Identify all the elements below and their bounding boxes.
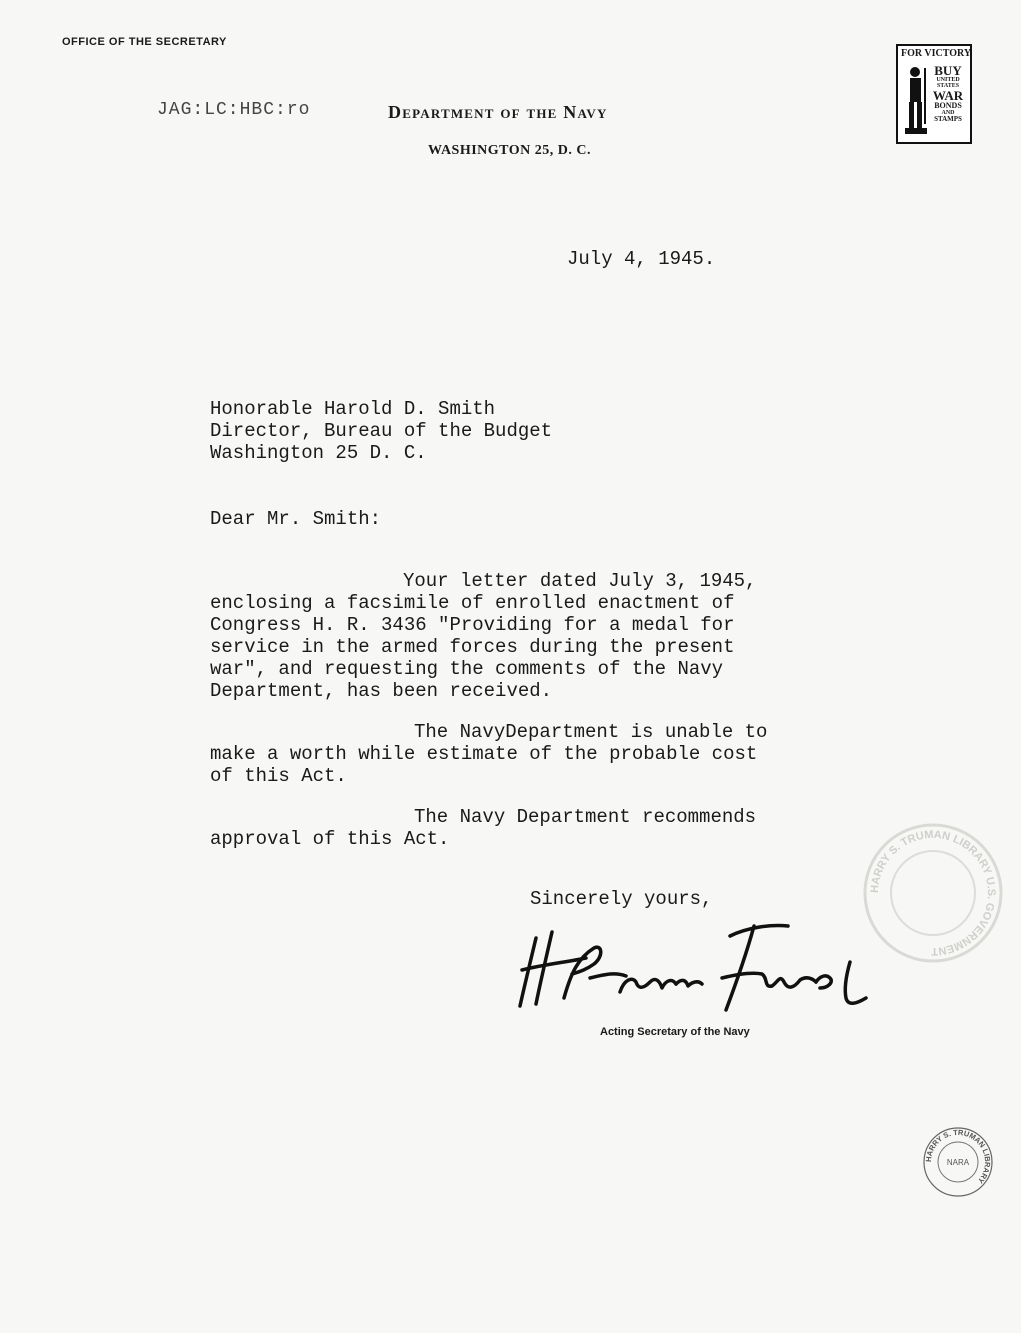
stamp-stamps: STAMPS [934,115,962,123]
nara-seal [922,1126,994,1198]
faint-seal-ring: HARRY S. TRUMAN LIBRARY U.S. GOVERNMENT [868,828,998,958]
stamp-united: UNITED [936,77,960,83]
nara-seal-ring: HARRY S. TRUMAN LIBRARY [923,1127,993,1186]
stamp-top-text: FOR VICTORY [901,48,972,59]
salutation: Dear Mr. Smith: [210,508,382,530]
body-line: The NavyDepartment is unable to [414,721,768,743]
minuteman-icon [900,62,932,142]
war-bonds-stamp [896,44,972,144]
stamp-states: STATES [936,83,960,89]
stamp-bonds: BONDS [934,101,962,110]
department-name: Department of the Navy [388,102,608,122]
body-line: Department, has been received. [210,680,553,702]
stamp-war: WAR [932,88,964,103]
signature-title: Acting Secretary of the Navy [600,1026,750,1038]
letter-date: July 4, 1945. [567,248,716,270]
svg-text:HARRY S. TRUMAN LIBRARY U.S. G [869,829,997,957]
body-line: approval of this Act. [210,828,450,850]
body-line: service in the armed forces during the present [210,636,735,658]
body-line: of this Act. [210,765,347,787]
reference-code: JAG:LC:HBC:ro [157,100,311,120]
address-line: Director, Bureau of the Budget [210,420,553,442]
department-location: WASHINGTON 25, D. C. [428,143,591,158]
body-line: Your letter dated July 3, 1945, [403,570,757,592]
body-line: enclosing a facsimile of enrolled enactment of [210,592,735,614]
closing: Sincerely yours, [530,888,713,910]
address-line: Washington 25 D. C. [210,442,427,464]
office-label: OFFICE OF THE SECRETARY [62,36,227,48]
body-line: Congress H. R. 3436 "Providing for a medal for [210,614,735,636]
faint-seal [858,818,1008,968]
body-line: The Navy Department recommends [414,806,757,828]
body-line: make a worth while estimate of the probable cost [210,743,758,765]
body-line: war", and requesting the comments of the Navy [210,658,724,680]
handwritten-signature [516,918,876,1028]
stamp-and: AND [941,110,955,116]
svg-text:HARRY S. TRUMAN LIBRARY [924,1128,992,1185]
stamp-buy: BUY [934,63,962,78]
nara-seal-center: NARA [946,1158,970,1167]
address-line: Honorable Harold D. Smith [210,398,496,420]
